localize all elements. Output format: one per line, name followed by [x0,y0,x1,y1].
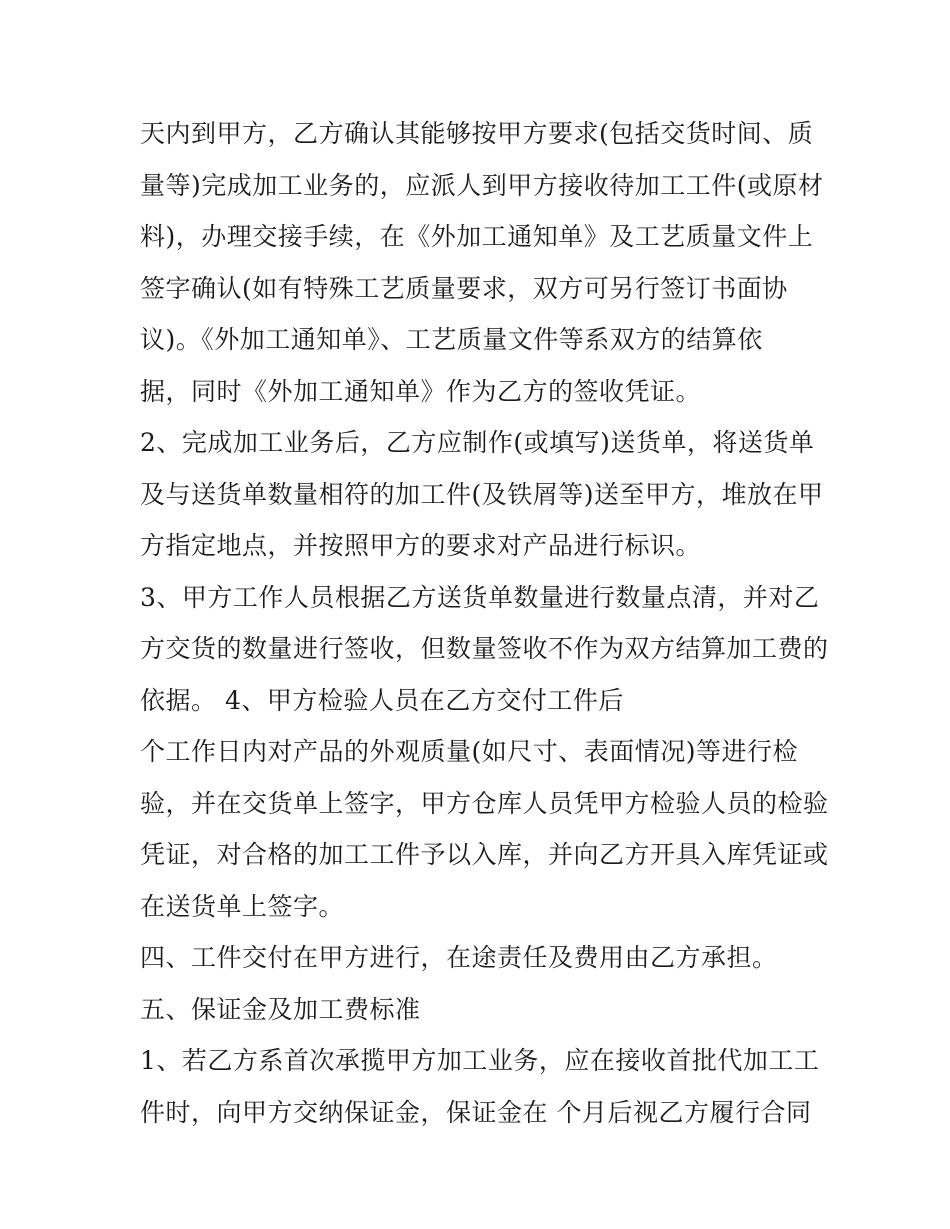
text-line: 方指定地点，并按照甲方的要求对产品进行标识。 [140,531,702,560]
section-heading: 四、工件交付在甲方进行，在途责任及费用由乙方承担。 [140,943,778,972]
text-line: 在送货单上签字。 [140,891,345,921]
text-line: 个工作日内对产品的外观质量(如尺寸、表面情况)等进行检 [140,737,799,766]
text-line: 3、甲方工作人员根据乙方送货单数量进行数量点清，并对乙 [140,582,820,612]
text-line: 凭证，对合格的加工工件予以入库，并向乙方开具入库凭证或 [140,840,829,869]
text-line: 天内到甲方，乙方确认其能够按甲方要求(包括交货时间、质 [140,119,814,148]
text-line: 方交货的数量进行签收，但数量签收不作为双方结算加工费的 [140,634,829,663]
text-line: 件时，向甲方交纳保证金，保证金在 个月后视乙方履行合同 [140,1097,812,1127]
text-line: 议)。《外加工通知单》、工艺质量文件等系双方的结算依 [140,325,763,354]
text-line: 据，同时《外加工通知单》作为乙方的签收凭证。 [140,376,702,406]
text-line: 签字确认(如有特殊工艺质量要求，双方可另行签订书面协 [140,273,788,303]
text-line: 量等)完成加工业务的，应派人到甲方接收待加工工件(或原材 [140,170,824,200]
text-line: 依据。 4、甲方检验人员在乙方交付工件后 [140,685,624,715]
text-line: 验，并在交货单上签字，甲方仓库人员凭甲方检验人员的检验 [140,788,829,818]
contract-text [140,108,840,1138]
text-line: 1、若乙方系首次承揽甲方加工业务，应在接收首批代加工工 [140,1046,820,1075]
section-heading: 五、保证金及加工费标准 [140,994,421,1024]
text-line: 及与送货单数量相符的加工件(及铁屑等)送至甲方，堆放在甲 [140,479,824,509]
text-line: 2、完成加工业务后，乙方应制作(或填写)送货单，将送货单 [140,428,815,457]
text-line: 料)，办理交接手续，在《外加工通知单》及工艺质量文件上 [140,222,814,251]
